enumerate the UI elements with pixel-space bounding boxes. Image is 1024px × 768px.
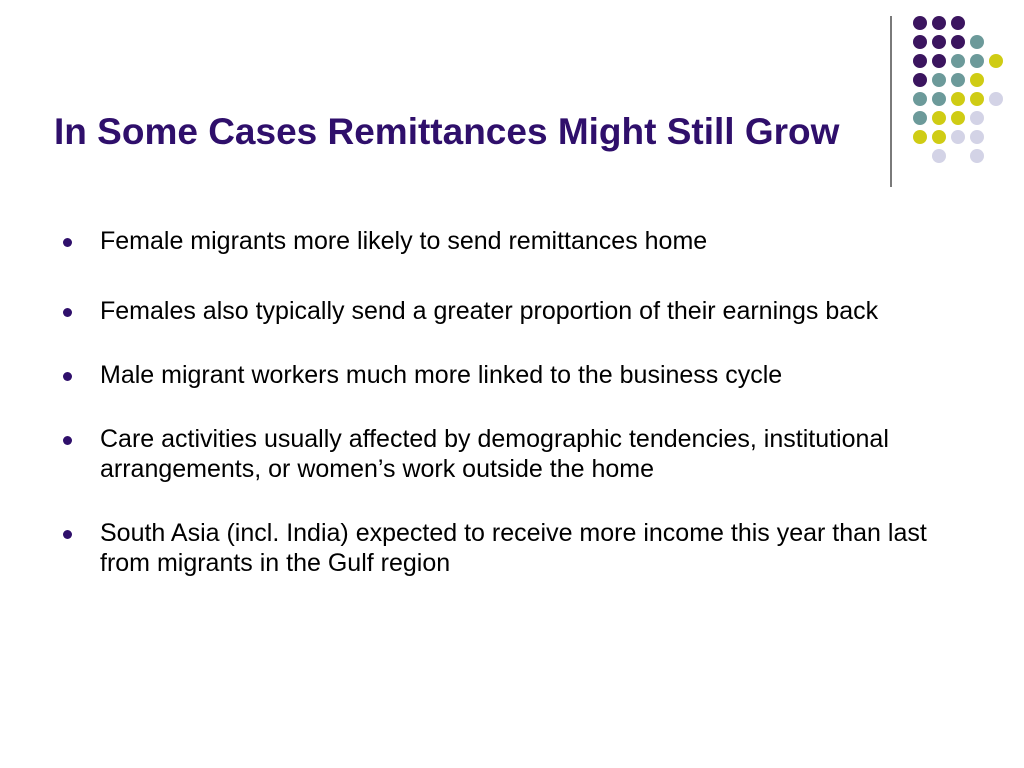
decorative-dot-icon — [932, 111, 946, 125]
bullet-item — [62, 518, 982, 578]
decorative-dot-icon — [932, 130, 946, 144]
title-divider-line — [890, 16, 892, 187]
decorative-dot-icon — [913, 92, 927, 106]
decorative-dot-icon — [970, 130, 984, 144]
bullet-text: Male migrant workers much more linked to the business cycle — [100, 361, 783, 389]
decorative-dot-icon — [932, 35, 946, 49]
bullet-dot-icon — [63, 530, 72, 539]
decorative-dot-icon — [951, 73, 965, 87]
bullet-text: Care activities usually affected by demographic tendencies, institutional arrangements, or women’s work outside the home — [100, 425, 889, 483]
decorative-dot-icon — [970, 35, 984, 49]
bullet-item — [62, 360, 982, 390]
decorative-dot-icon — [932, 16, 946, 30]
decorative-dot-icon — [951, 92, 965, 106]
decorative-dot-icon — [989, 92, 1003, 106]
slide-title: In Some Cases Remittances Might Still Grow — [54, 111, 840, 152]
decorative-dot-icon — [932, 73, 946, 87]
decorative-dot-icon — [970, 111, 984, 125]
decorative-dot-icon — [970, 73, 984, 87]
decorative-dot-icon — [970, 54, 984, 68]
decorative-dot-icon — [951, 16, 965, 30]
bullet-item — [62, 296, 982, 326]
bullet-item — [62, 424, 982, 484]
decorative-dot-icon — [951, 130, 965, 144]
decorative-dot-icon — [913, 111, 927, 125]
decorative-dot-icon — [913, 73, 927, 87]
decorative-dot-icon — [913, 16, 927, 30]
bullet-text: Females also typically send a greater proportion of their earnings back — [100, 297, 879, 325]
bullet-list — [62, 226, 982, 618]
bullet-item — [62, 226, 982, 256]
decorative-dot-icon — [913, 54, 927, 68]
decorative-dot-icon — [932, 149, 946, 163]
bullet-dot-icon — [63, 436, 72, 445]
bullet-dot-icon — [63, 238, 72, 247]
decorative-dot-icon — [932, 92, 946, 106]
decorative-dot-icon — [989, 54, 1003, 68]
bullet-dot-icon — [63, 308, 72, 317]
bullet-dot-icon — [63, 372, 72, 381]
decorative-dot-icon — [951, 54, 965, 68]
bullet-text: South Asia (incl. India) expected to receive more income this year than last from migrants in the Gulf region — [100, 519, 927, 577]
decorative-dot-icon — [970, 149, 984, 163]
decorative-dot-grid — [0, 0, 1024, 200]
decorative-dot-icon — [932, 54, 946, 68]
decorative-dot-icon — [913, 35, 927, 49]
decorative-dot-icon — [951, 111, 965, 125]
decorative-dot-icon — [970, 92, 984, 106]
bullet-text: Female migrants more likely to send remittances home — [100, 227, 708, 255]
decorative-dot-icon — [951, 35, 965, 49]
decorative-dot-icon — [913, 130, 927, 144]
